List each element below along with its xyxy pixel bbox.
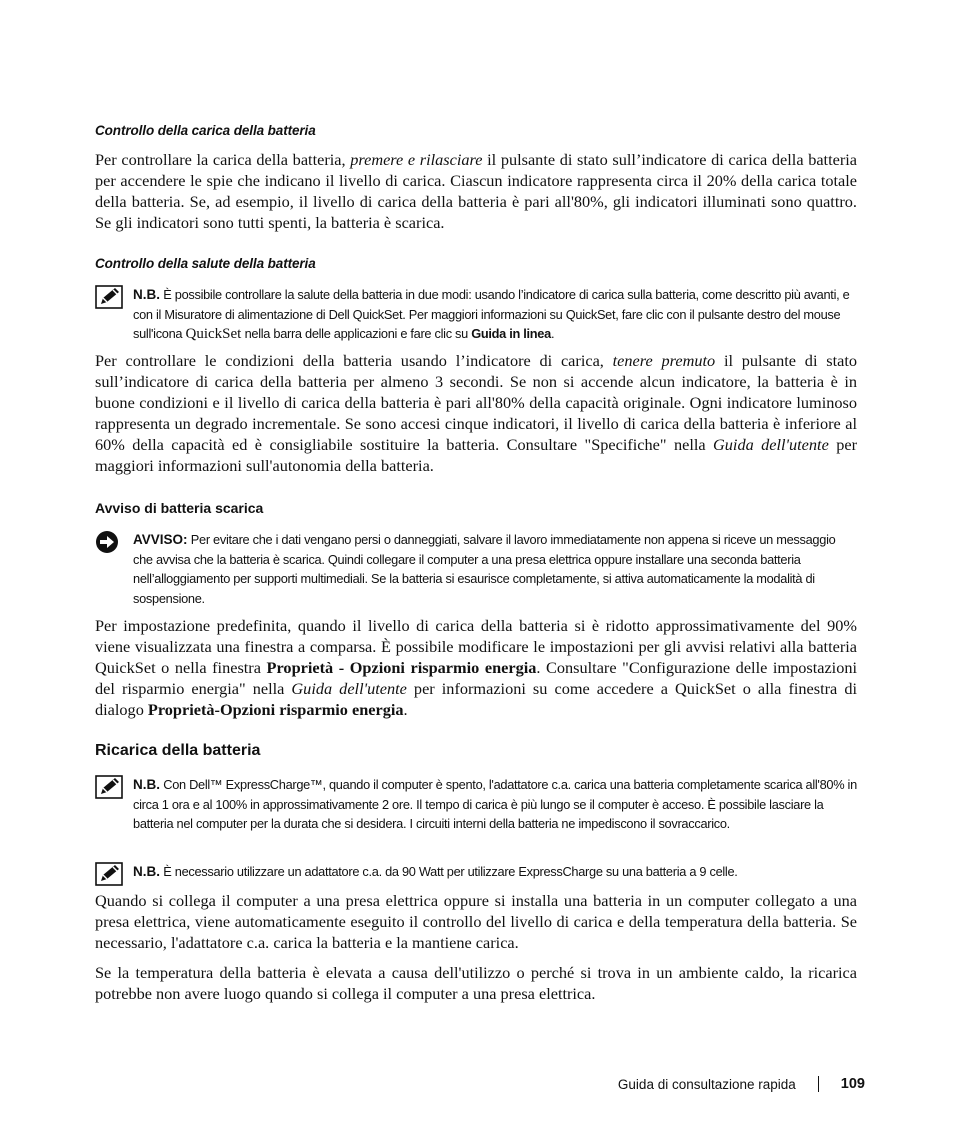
heading-low-battery: Avviso di batteria scarica xyxy=(95,500,264,516)
page-footer xyxy=(618,1076,865,1092)
text-run: per maggiori informazioni sull'autonomia della batteria. xyxy=(95,435,858,475)
text-run: nella barra delle applicazioni e fare clic su xyxy=(241,326,472,341)
text-run: QuickSet xyxy=(185,326,242,342)
text-run: È necessario utilizzare un adattatore c.a. da 90 Watt per utilizzare ExpressCharge su una batteria a 9 celle. xyxy=(160,864,738,879)
bold-run: Guida in linea xyxy=(471,326,551,341)
note-label: N.B. xyxy=(133,777,160,792)
page-number: 109 xyxy=(840,1076,865,1092)
note-recharge-1 xyxy=(95,775,857,834)
notice-text xyxy=(133,530,857,608)
note-recharge-2 xyxy=(95,862,857,882)
note-text xyxy=(133,285,857,345)
notice-label: AVVISO: xyxy=(133,532,188,547)
text-run: . Consultare "Configurazione delle impostazioni del risparmio energia" nella xyxy=(95,658,858,698)
arrow-notice-icon xyxy=(95,530,123,554)
paragraph-recharge-1: Quando si collega il computer a una presa elettrica oppure si installa una batteria in un computer collegato a una presa elettrica, viene automaticamente eseguito il controllo del livello di carica e della temperatura della batteria. Se necessario, l'adattatore c.a. carica la batteria e la mantiene carica. xyxy=(95,891,857,952)
text-run: il pulsante di stato sull’indicatore di carica della batteria per accendere le spie che indicano il livello di carica. Ciascun indicatore rappresenta circa il 20% della carica totale della batteria. Se, ad esempio, il livello di carica della batteria è pari all'80%, gli indicatori illuminati sono quattro. Se gli indicatori sono tutti spenti, la batteria è scarica. xyxy=(95,150,858,232)
text-run: Con Dell™ ExpressCharge™, quando il computer è spento, l'adattatore c.a. carica una batteria completamente scarica all'80% in circa 1 ora e al 100% in approssimativamente 2 ore. Il tempo di carica è più lungo se il computer è acceso. È possibile lasciare la batteria nel computer per la durata che si desidera. I circuiti interni della batteria ne impediscono il sovraccarico. xyxy=(133,777,857,831)
footer-divider xyxy=(818,1076,819,1092)
bold-run: Proprietà - Opzioni risparmio energia xyxy=(266,658,537,677)
text-run: Per impostazione predefinita, quando il livello di carica della batteria si è ridotto approssimativamente del 90% viene visualizzata una finestra a comparsa. È possibile modificare le impostazioni per gli avvisi relativi alla batteria QuickSet o nella finestra xyxy=(95,616,857,677)
note-label: N.B. xyxy=(133,864,160,879)
heading-recharge: Ricarica della batteria xyxy=(95,742,261,759)
footer-guide-name: Guida di consultazione rapida xyxy=(617,1076,796,1092)
notice-low-battery xyxy=(95,530,857,608)
text-run: Per controllare la carica della batteria, xyxy=(95,150,351,169)
paragraph-recharge-2: Se la temperatura della batteria è elevata a causa dell'utilizzo o perché si trova in un ambiente caldo, la ricarica potrebbe non avere luogo quando si collega il computer a una presa elettrica. xyxy=(95,963,857,1003)
pencil-note-icon xyxy=(95,775,123,799)
pencil-note-icon xyxy=(95,862,123,886)
bold-run: Proprietà-Opzioni risparmio energia xyxy=(147,700,404,719)
pencil-note-icon xyxy=(95,285,123,309)
text-run: . xyxy=(403,700,408,719)
heading-check-charge: Controllo della carica della batteria xyxy=(95,123,316,138)
emphasis-run: premere e rilasciare xyxy=(350,150,483,169)
text-run: per informazioni su come accedere a QuickSet o alla finestra di dialogo xyxy=(95,679,858,719)
text-run: . xyxy=(550,326,555,341)
emphasis-run: tenere premuto xyxy=(612,351,716,370)
emphasis-run: Guida dell'utente xyxy=(291,679,407,698)
heading-check-health: Controllo della salute della batteria xyxy=(95,256,316,271)
note-label: N.B. xyxy=(133,287,160,302)
paragraph-low-battery xyxy=(95,615,857,720)
note-text xyxy=(133,862,857,882)
text-run: Per controllare le condizioni della batteria usando l’indicatore di carica, xyxy=(95,351,613,370)
text-run: È possibile controllare la salute della batteria in due modi: usando l’indicatore di carica sulla batteria, come descritto più avanti, e con il Misuratore di alimentazione di Dell QuickSet. Per maggiori informazioni su QuickSet, fare clic con il pulsante destro del mouse sull'icona xyxy=(133,287,850,341)
note-text xyxy=(133,775,857,834)
emphasis-run: Guida dell'utente xyxy=(713,435,829,454)
note-health xyxy=(95,285,857,345)
paragraph-check-charge xyxy=(95,149,857,233)
paragraph-check-health xyxy=(95,350,857,476)
text-run: il pulsante di stato sull’indicatore di carica della batteria per almeno 3 secondi. Se non si accende alcun indicatore, la batteria è in buone condizioni e il livello di carica della batteria è pari all'80% della capacità originale. Ogni indicatore luminoso rappresenta un degrado incrementale. Se sono accesi cinque indicatori, il livello di carica della batteria è inferiore al 60% della capacità ed è consigliabile sostituire la batteria. Consultare "Specifiche" nella xyxy=(95,351,857,454)
text-run: Per evitare che i dati vengano persi o danneggiati, salvare il lavoro immediatamente non appena si riceve un messaggio che avvisa che la batteria è scarica. Quindi collegare il computer a una presa elettrica oppure installare una seconda batteria nell’alloggiamento per supporti multimediali. Se la batteria si esaurisce completamente, si attiva automaticamente la modalità di sospensione. xyxy=(133,532,836,606)
